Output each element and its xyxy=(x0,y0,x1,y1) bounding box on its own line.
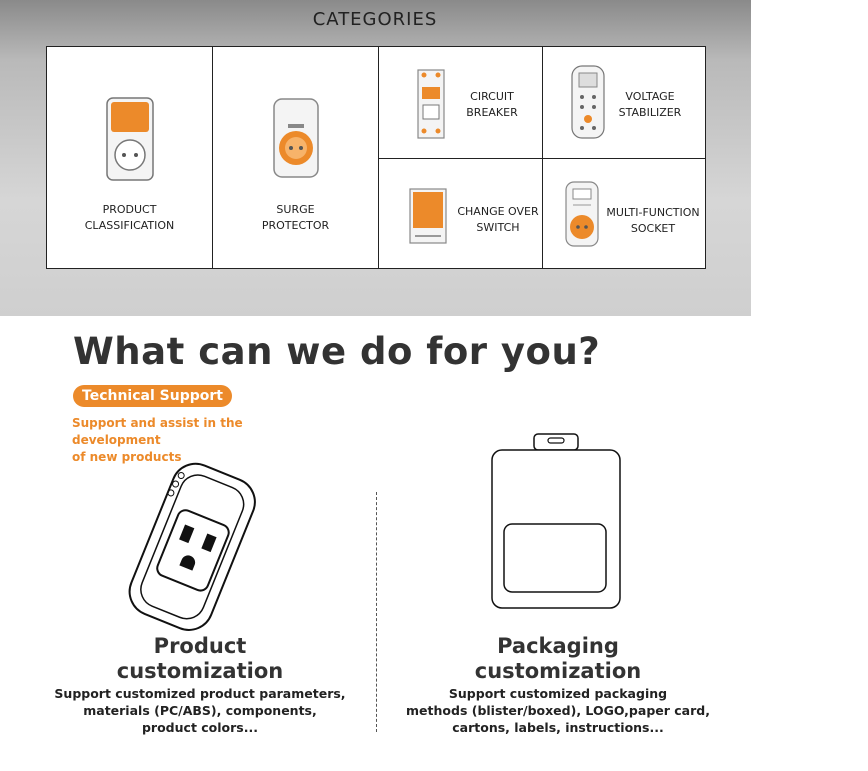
technical-support-badge: Technical Support xyxy=(73,385,232,407)
services-heading: What can we do for you? xyxy=(73,330,601,373)
technical-support-description: Support and assist in the development of new products xyxy=(72,416,243,464)
surge-protector-icon xyxy=(273,98,319,178)
multi-function-socket-icon xyxy=(565,181,599,247)
voltage-stabilizer-icon xyxy=(571,65,605,139)
product-customization-title: Product customization xyxy=(116,634,284,683)
category-product-classification[interactable] xyxy=(47,47,212,268)
category-label: PRODUCT CLASSIFICATION xyxy=(84,203,175,232)
category-surge-protector[interactable] xyxy=(213,47,378,268)
category-circuit-breaker[interactable] xyxy=(379,47,542,158)
column-divider xyxy=(376,492,378,732)
change-over-switch-icon xyxy=(409,188,447,244)
packaging-card-illustration xyxy=(488,432,624,612)
packaging-customization-title: Packaging customization xyxy=(474,634,642,683)
category-multi-function-socket[interactable] xyxy=(543,159,705,268)
categories-banner xyxy=(0,0,751,316)
product-outlet-illustration xyxy=(118,455,268,635)
categories-grid xyxy=(46,46,706,269)
category-label: VOLTAGE STABILIZER xyxy=(618,90,682,119)
product-customization-description: Support customized product parameters, materials (PC/ABS), components, product colors... xyxy=(54,686,346,735)
packaging-customization-description: Support customized packaging methods (blister/boxed), LOGO,paper card, cartons, labels, instructions... xyxy=(406,686,710,735)
category-label: SURGE PROTECTOR xyxy=(261,203,330,232)
category-voltage-stabilizer[interactable] xyxy=(543,47,705,158)
category-label: CHANGE OVER SWITCH xyxy=(457,205,539,234)
category-label: MULTI-FUNCTION SOCKET xyxy=(606,206,700,235)
circuit-breaker-icon xyxy=(417,69,445,139)
categories-title: CATEGORIES xyxy=(312,9,438,30)
category-change-over-switch[interactable] xyxy=(379,159,542,268)
socket-adapter-icon xyxy=(106,97,154,181)
category-label: CIRCUIT BREAKER xyxy=(466,90,518,119)
